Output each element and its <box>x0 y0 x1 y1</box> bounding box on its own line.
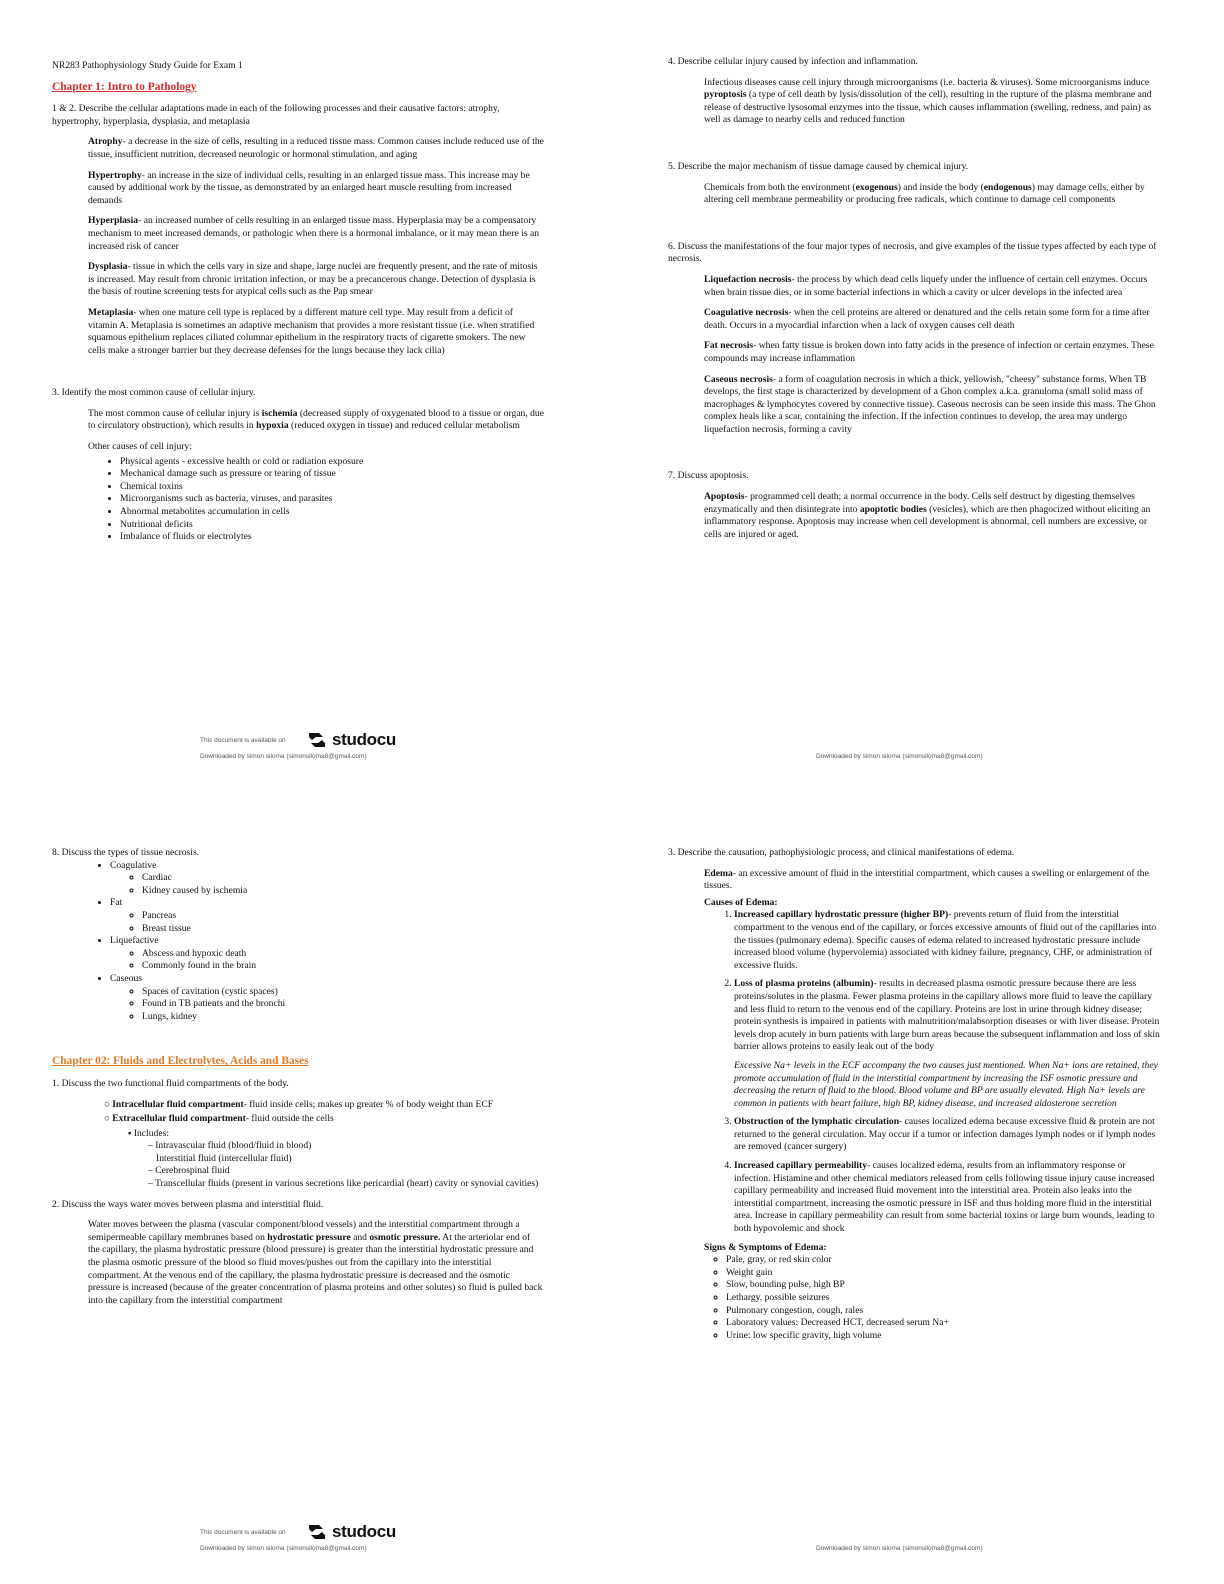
list-item: • Nutritional deficits <box>120 519 544 532</box>
list-item: • Physical agents - excessive health or cold or radiation exposure <box>120 456 544 469</box>
fat-necrosis-definition: Fat necrosis- when fatty tissue is broken down into fatty acids in the presence of infection or certain enzymes. These compounds may increase inflammation <box>704 340 1154 364</box>
hyperplasia-definition: Hyperplasia- an increased number of cells resulting in an enlarged tissue mass. Hyperplasia may be a compensatory mechanism to meet increased demands, or pathologic when there is a hormonal imbalance, or it may mean there is an increased risk of cancer <box>88 215 540 252</box>
edema-causes-list-cont <box>704 1116 1164 1235</box>
infection-answer: Infectious diseases cause cell injury through microorganisms (i.e. bacteria & viruses). Some microorganisms induce pyroptosis (a type of cell death by lysis/dissolution of the cell), resulting in the rupture of the plasma membrane and release of destructive lysosomal enzymes into the tissue, which causes inflammation (swelling, redness, and pain) as well as damage to nearby cells and reduced function <box>704 76 1152 126</box>
download-notice: Downloaded by simon siloma (simonsiloma8@gmail.com) <box>200 1545 367 1552</box>
sodium-note: Excessive Na+ levels in the ECF accompany the two causes just mentioned. When Na+ ions are retained, they promote accumulation of fluid in the interstitial compartment by increasing the ISF osmotic pressure and decreasing the return of fluid to the blood. Blood volume and BP are usually elevated. High Na+ levels are common in patients with heart failure, high BP, kidney disease, and increased aldosterone secretion <box>734 1059 1158 1109</box>
icf-item: ○ Intracellular fluid compartment- fluid inside cells; makes up greater % of body weight than ECF <box>104 1098 494 1110</box>
list-item: ◦ Urine: low specific gravity, high volume <box>726 1330 1164 1343</box>
list-item: 3. Obstruction of the lymphatic circulation- causes localized edema because excessive fluid & protein are not returned to the general circulation. May occur if a tumor or infection damages lymph nodes or if lymph nodes are removed (cancer surgery) <box>734 1116 1164 1154</box>
list-item: ◦ Spaces of cavitation (cystic spaces) <box>142 986 544 999</box>
studocu-wordmark: studocu <box>332 730 397 749</box>
list-item: – Transcellular fluids (present in various secretions like pericardial (heart) cavity or synovial cavities) <box>148 1178 539 1190</box>
signs-list <box>704 1254 1164 1342</box>
liquefaction-definition: Liquefaction necrosis- the process by which dead cells liquefy under the influence of certain cell enzymes. Occurs when brain tissue dies, or in some bacterial infections in which a cavity or ulcer develops in the infected area <box>704 273 1148 298</box>
list-item: • Chemical toxins <box>120 481 544 494</box>
document-title: NR283 Pathophysiology Study Guide for Exam 1 <box>52 60 243 71</box>
question-3: 3. Identify the most common cause of cellular injury. <box>52 387 256 399</box>
studocu-logo-icon <box>306 1521 328 1543</box>
edema-question: 3. Describe the causation, pathophysiologic process, and clinical manifestations of edema. <box>668 847 1015 858</box>
list-item: 2. Loss of plasma proteins (albumin)- results in decreased plasma osmotic pressure because there are less proteins/solutes in the plasma. Fewer plasma proteins in the capillary allows more fluid to leave the capillary and less fluid to return to the venous end of the capillary. Proteins are lost in urine through kidney disease; protein synthesis is impaired in patients with malnutrition/malabsorption diseases or with liver disease. Protein levels drop acutely in burn patients with large burn areas because the subsequent inflammation and loss of skin barrier allows proteins to easily leak out of the body <box>734 978 1164 1054</box>
list-item: ◦ Commonly found in the brain <box>142 960 544 973</box>
causes-list <box>88 456 544 544</box>
atrophy-definition: Atrophy- a decrease in the size of cells, resulting in a reduced tissue mass. Common causes include reduced use of the tissue, insufficient nutrition, decreased neurologic or hormonal stimulation, and aging <box>88 136 544 160</box>
list-item: ◦ Weight gain <box>726 1267 1164 1280</box>
water-movement-answer: Water moves between the plasma (vascular component/blood vessels) and the interstitial compartment through a semipermeable capillary membranes based on hydrostatic pressure and osmotic pressure. At the arteriolar end of the capillary, the plasma hydrostatic pressure (blood pressure) is greater than the interstitial hydrostatic pressure and the plasma osmotic pressure of the blood so fluid moves/pushes out from the capillary into the interstitial compartment. At the venous end of the capillary, the plasma hydrostatic pressure is decreased and the osmotic pressure is increased (because of the greater concentration of plasma proteins and other solutes) so fluid is pulled back into the capillary from the interstitial compartment <box>88 1219 543 1306</box>
page-3-content <box>52 847 544 1315</box>
hypertrophy-definition: Hypertrophy- an increase in the size of individual cells, resulting in an enlarged tissue mass. This increase may be caused by additional work by the tissue, as demonstrated by an enlarged heart muscle resulting from increased demands <box>88 169 530 206</box>
coagulative-definition: Coagulative necrosis- when the cell proteins are altered or denatured and the cells retain some form for a time after death. Occurs in a myocardial infarction when a lack of oxygen causes cell death <box>704 307 1150 331</box>
list-item: Interstitial fluid (intercellular fluid) <box>156 1152 292 1164</box>
list-item: ◦ Lungs, kidney <box>142 1011 544 1024</box>
necrosis-types-list <box>52 860 544 1024</box>
causes-heading: Causes of Edema: <box>704 896 778 908</box>
list-item: ◦ Lethargy, possible seizures <box>726 1292 1164 1305</box>
question-1-2: 1 & 2. Describe the cellular adaptations made in each of the following processes and their causative factors: atrophy, hypertrophy, hyperplasia, dysplasia, and metaplasia <box>52 103 500 127</box>
chapter-1-heading: Chapter 1: Intro to Pathology <box>52 80 197 93</box>
question-4: 4. Describe cellular injury caused by infection and inflammation. <box>668 56 918 67</box>
list-item: • Caseous ◦ Spaces of cavitation (cystic spaces) ◦ Found in TB patients and the bronchi ◦ Lungs, kidney <box>110 973 544 1023</box>
list-item: ◦ Pancreas <box>142 910 544 923</box>
chapter-2-question-1: 1. Discuss the two functional fluid compartments of the body. <box>52 1077 289 1089</box>
edema-causes-list <box>704 909 1164 1054</box>
page-4 <box>612 792 1224 1584</box>
available-on-label: This document is available on <box>200 737 286 744</box>
list-item: ◦ Breast tissue <box>142 923 544 936</box>
list-item: ◦ Pale, gray, or red skin color <box>726 1254 1164 1267</box>
other-causes-heading: Other causes of cell injury: <box>88 441 192 453</box>
list-item: ◦ Slow, bounding pulse, high BP <box>726 1279 1164 1292</box>
studocu-brand[interactable] <box>306 729 396 751</box>
metaplasia-definition: Metaplasia- when one mature cell type is replaced by a different mature cell type. May result from a deficit of vitamin A. Metaplasia is sometimes an adaptive mechanism that provides a more resistant tissue (i.e. when stratified squamous epithelium replaces ciliated columnar epithelium in the respiratory tracts of cigarette smokers. The new cells make a stronger barrier but they decrease defenses for the lungs because they lack cilia) <box>88 306 535 356</box>
list-item: • Liquefactive ◦ Abscess and hypoxic death ◦ Commonly found in the brain <box>110 935 544 973</box>
studocu-brand[interactable] <box>306 1521 396 1543</box>
atrophy-term: Atrophy <box>88 136 123 148</box>
chapter-2-heading: Chapter 02: Fluids and Electrolytes, Acids and Bases <box>52 1055 309 1068</box>
cellular-injury-answer: The most common cause of cellular injury is ischemia (decreased supply of oxygenated blood to a tissue or organ, due to circulatory obstruction), which results in hypoxia (reduced oxygen in tissue) and reduced cellular metabolism <box>88 407 544 432</box>
apoptosis-definition: Apoptosis- programmed cell death; a normal occurrence in the body. Cells self destruct by digesting themselves enzymatically and then disintegrate into apoptotic bodies (vesicles), which are then phagocized without eliciting an inflammatory response. Apoptosis may increase when cell development is abnormal, cell numbers are excessive, or cells are injured or aged. <box>704 491 1151 540</box>
download-notice: Downloaded by simon siloma (simonsiloma8@gmail.com) <box>200 753 367 760</box>
list-item: ◦ Found in TB patients and the bronchi <box>142 998 544 1011</box>
metaplasia-term: Metaplasia <box>88 306 134 318</box>
list-item: • Coagulative ◦ Cardiac ◦ Kidney caused by ischemia <box>110 860 544 898</box>
page-1-content <box>52 60 544 544</box>
list-item: ◦ Abscess and hypoxic death <box>142 948 544 961</box>
hypertrophy-term: Hypertrophy <box>88 169 142 181</box>
available-on-label: This document is available on <box>200 1529 286 1536</box>
chapter-2-question-2: 2. Discuss the ways water moves between plasma and interstitial fluid. <box>52 1198 324 1210</box>
studocu-logo-icon <box>306 729 328 751</box>
list-item: • Abnormal metabolites accumulation in cells <box>120 506 544 519</box>
dysplasia-term: Dysplasia <box>88 261 128 273</box>
download-notice: Downloaded by simon siloma (simonsiloma8@gmail.com) <box>816 753 983 760</box>
list-item: • Microorganisms such as bacteria, viruses, and parasites <box>120 493 544 506</box>
hyperplasia-term: Hyperplasia <box>88 215 139 227</box>
list-item: ◦ Cardiac <box>142 872 544 885</box>
list-item: • Fat ◦ Pancreas ◦ Breast tissue <box>110 897 544 935</box>
list-item: 4. Increased capillary permeability- causes localized edema, results from an inflammatory response or infection. Histamine and other chemical mediators released from cells following tissue injury cause increased capillary permeability and increased fluid movement into the interstitial area. Protein also leaks into the interstitial compartment, increasing the osmotic pressure in ISF and thus holding more fluid in the interstitial area. Increase in capillary permeability can result from some bacterial toxins or large burn wounds, leading to both hypovolemic and shock <box>734 1160 1164 1236</box>
list-item: ◦ Pulmonary congestion, cough, rales <box>726 1305 1164 1318</box>
dysplasia-definition: Dysplasia- tissue in which the cells vary in size and shape, large nuclei are frequently present, and the rate of mitosis is increased. May result from chronic irritation infection, or may be a precancerous change. Detection of dysplasia is the basis of routine screening tests for atypical cells such as the Pap smear <box>88 261 538 298</box>
page-2 <box>612 0 1224 792</box>
list-item: ◦ Kidney caused by ischemia <box>142 885 544 898</box>
includes-label: ▪ Includes: <box>128 1127 169 1139</box>
studocu-wordmark: studocu <box>332 1522 397 1541</box>
question-6: 6. Discuss the manifestations of the four major types of necrosis, and give examples of the tissue types affected by each type of necrosis. <box>668 240 1157 265</box>
question-7: 7. Discuss apoptosis. <box>668 470 749 482</box>
page-3 <box>0 792 612 1584</box>
edema-definition: Edema- an excessive amount of fluid in the interstitial compartment, which causes a swelling or enlargement of the tissues. <box>704 867 1149 892</box>
list-item: • Mechanical damage such as pressure or tearing of tissue <box>120 468 544 481</box>
list-item: – Cerebrospinal fluid <box>148 1165 230 1177</box>
download-notice: Downloaded by simon siloma (simonsiloma8@gmail.com) <box>816 1545 983 1552</box>
fluid-compartments <box>104 1099 544 1191</box>
question-8: 8. Discuss the types of tissue necrosis. <box>52 847 200 858</box>
signs-heading: Signs & Symptoms of Edema: <box>704 1241 827 1253</box>
question-5: 5. Describe the major mechanism of tissue damage caused by chemical injury. <box>668 160 969 172</box>
chemical-injury-answer: Chemicals from both the environment (exogenous) and inside the body (endogenous) may damage cells, either by altering cell membrane permeability or producing free radicals, which continue to damage cell components <box>704 181 1145 206</box>
page-1 <box>0 0 612 792</box>
list-item: – Intravascular fluid (blood/fluid in blood) <box>148 1140 312 1152</box>
page-4-content <box>668 847 1164 1346</box>
ecf-item: ○ Extracellular fluid compartment- fluid outside the cells <box>104 1113 334 1125</box>
caseous-definition: Caseous necrosis- a form of coagulation necrosis in which a thick, yellowish, "cheesy" substance forms. When TB develops, the first stage is characterized by development of a Ghon complex a.k.a. granuloma (small solid mass of macrophages & lymphocytes covered by connective tissue). Caseous necrosis can be seen inside this mass. The Ghon complex heals like a scar, containing the infection. If the infection continues to develop, the area may undergo liquefaction necrosis, forming a cavity <box>704 373 1156 435</box>
list-item: ◦ Laboratory values: Decreased HCT, decreased serum Na+ <box>726 1317 1164 1330</box>
list-item: • Imbalance of fluids or electrolytes <box>120 531 544 544</box>
page-2-content <box>668 56 1164 549</box>
list-item: 1. Increased capillary hydrostatic pressure (higher BP)- prevents return of fluid from the interstitial compartment to the venous end of the capillary, or forces excessive amounts of fluid out of the capillaries into the tissues (pulmonary edema). Specific causes of edema related to increased hydrostatic pressure include increased blood volume (hypervolemia) associated with kidney failure, pregnancy, CHF, or administration of excessive fluids. <box>734 909 1164 972</box>
